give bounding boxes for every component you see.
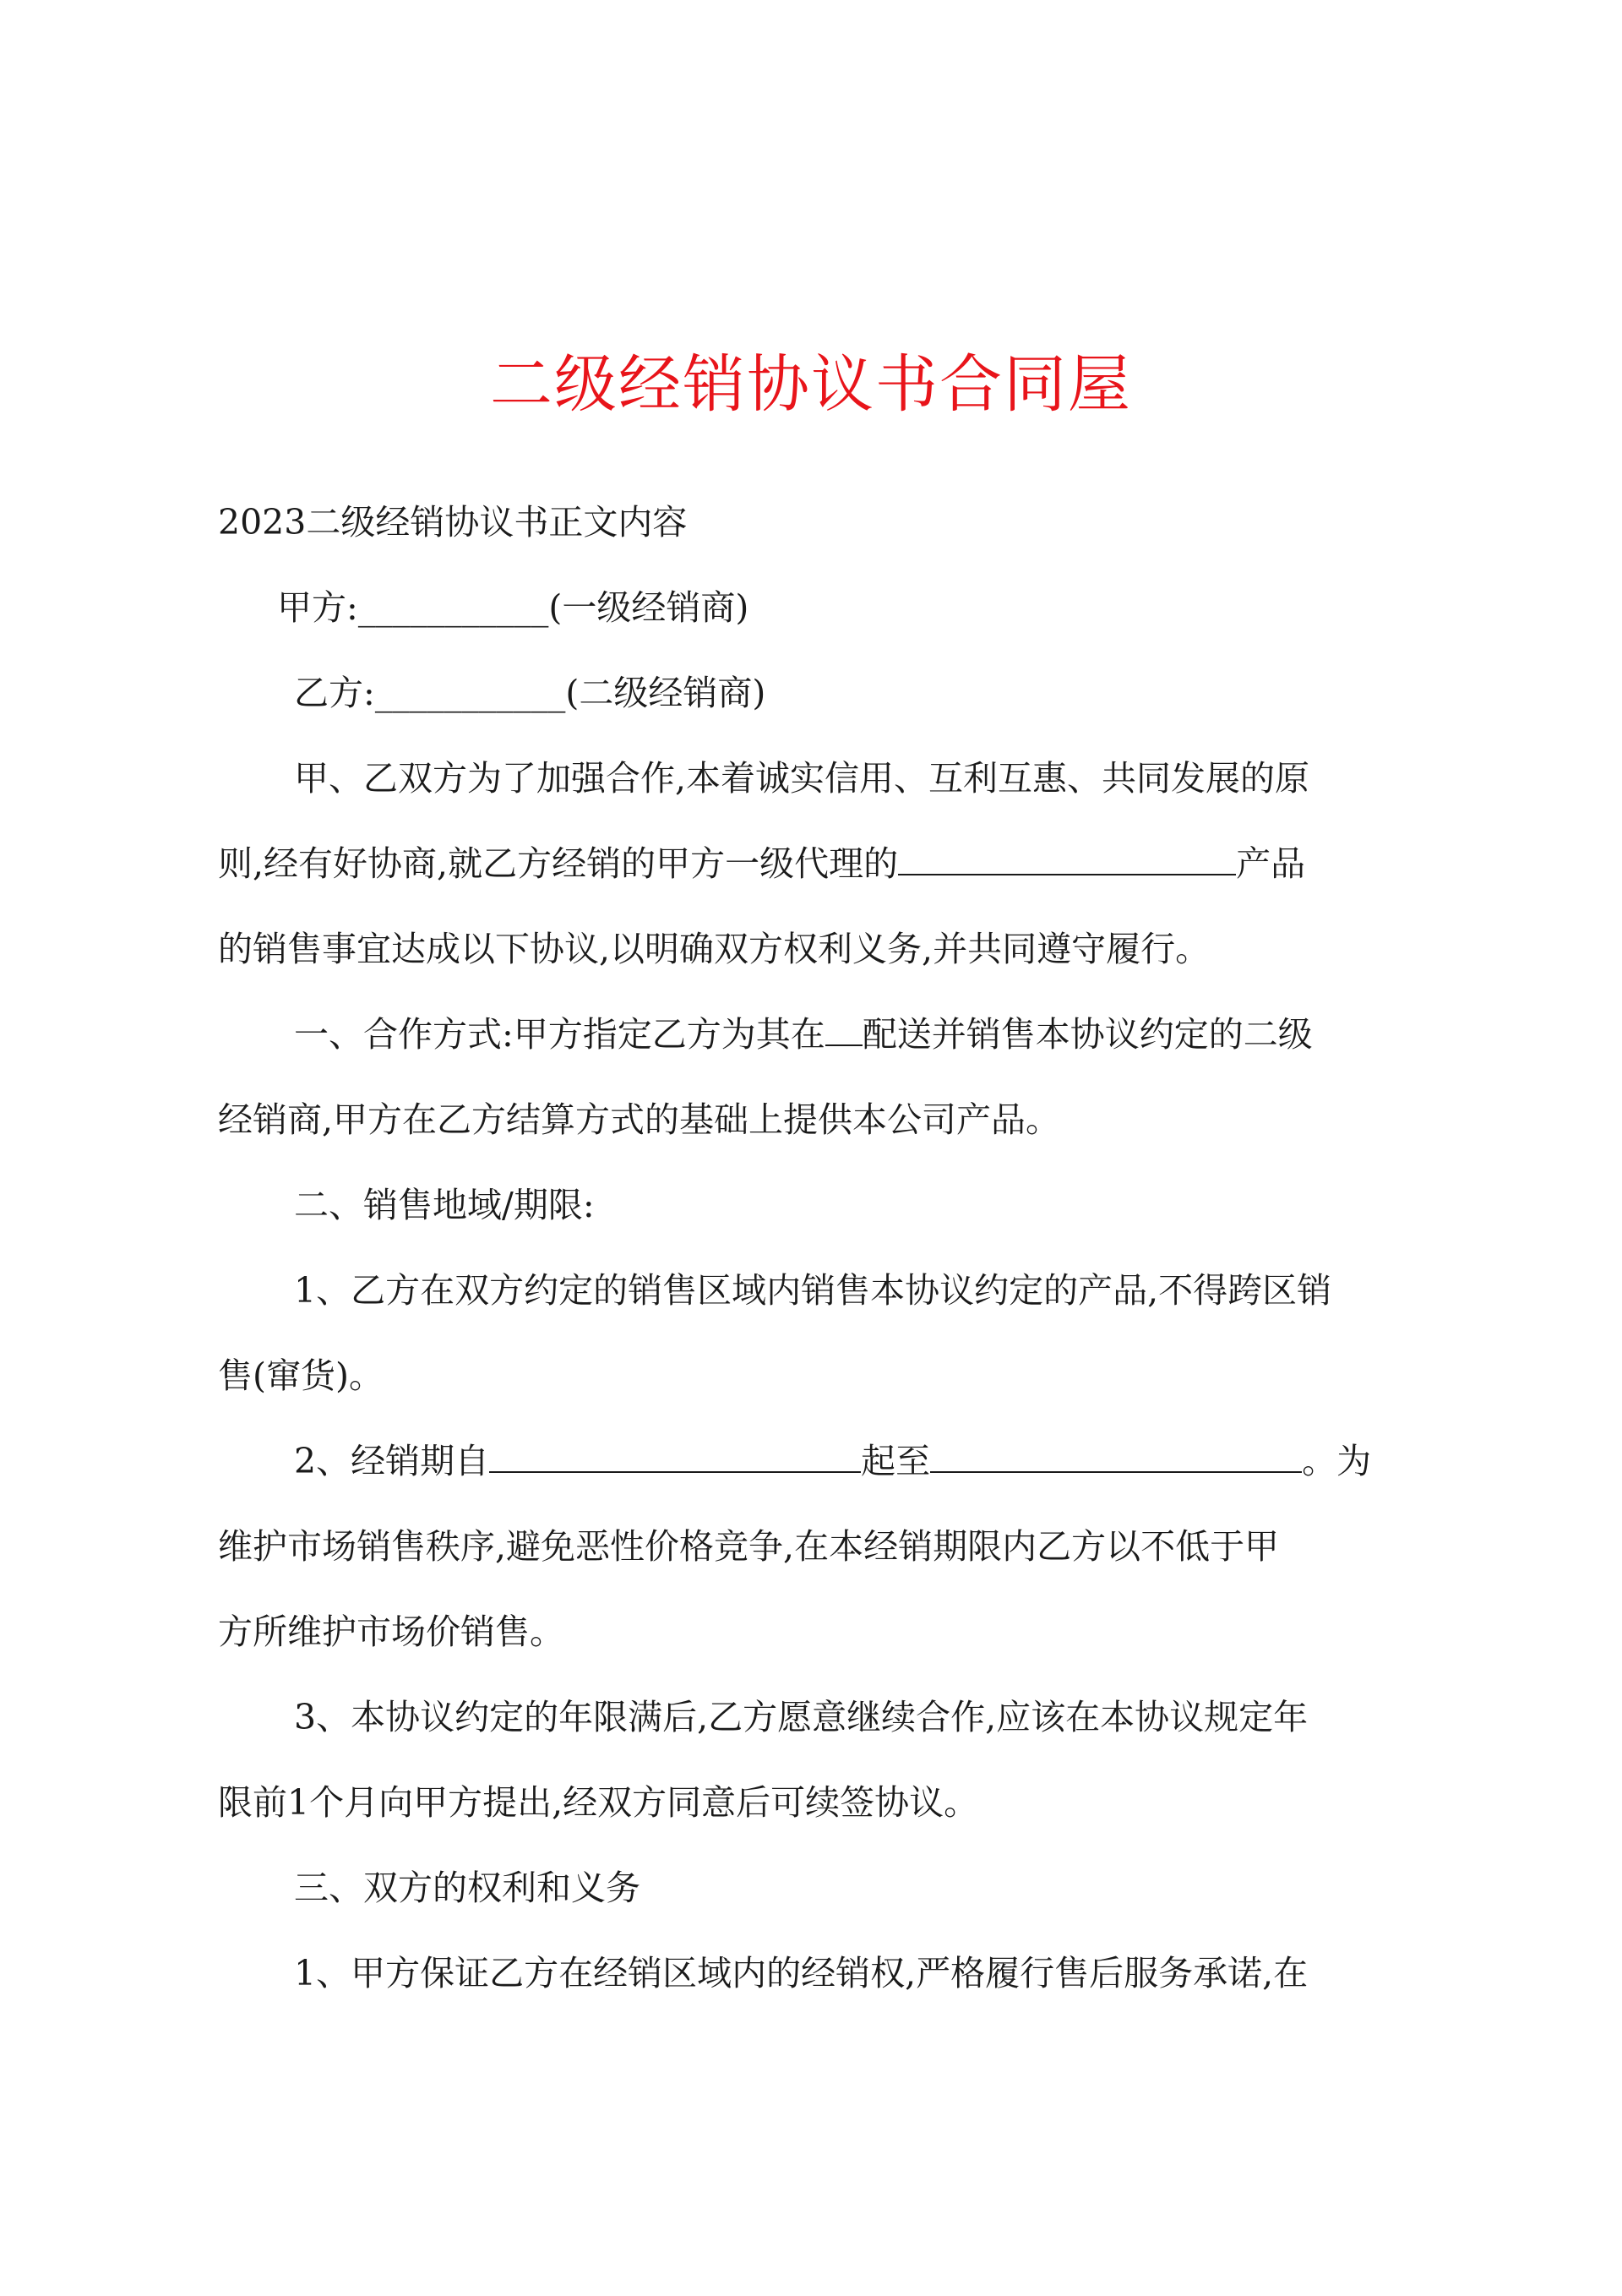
intro-line-2b: 产品 <box>1236 843 1306 884</box>
section-2-p3-line-2: 限前1个月向甲方提出,经双方同意后可续签协议。 <box>218 1782 979 1823</box>
section-2-p2-line-1c: 。为 <box>1302 1441 1372 1481</box>
start-date-blank <box>489 1442 861 1473</box>
end-date-blank <box>930 1442 1302 1473</box>
section-1-line-1b: 配送并销售本协议约定的二级 <box>862 1014 1313 1055</box>
section-3-heading: 三、双方的权利和义务 <box>294 1868 640 1908</box>
subtitle: 2023二级经销协议书正文内容 <box>218 502 688 543</box>
party-a-line <box>218 565 1421 651</box>
party-b-label: 乙方: <box>294 673 375 713</box>
section-1-line-1a: 一、合作方式:甲方指定乙方为其在 <box>294 1014 825 1055</box>
intro-line-2 <box>218 821 1421 907</box>
section-2-p2-line-1 <box>218 1419 1421 1504</box>
section-2-p2-line-1b: 起至 <box>861 1441 931 1481</box>
party-b-line <box>218 651 1421 736</box>
section-2-heading: 二、销售地域/期限: <box>294 1185 595 1225</box>
party-b-role: (二级经销商) <box>565 673 766 713</box>
document-title: 二级经销协议书合同屋 <box>490 348 1132 421</box>
section-2-p2-line-3: 方所维护市场价销售。 <box>218 1612 564 1652</box>
party-b-blank: ___________ <box>374 673 566 713</box>
section-1-line-2: 经销商,甲方在乙方结算方式的基础上提供本公司产品。 <box>218 1099 1061 1140</box>
document-body <box>218 480 1421 2016</box>
section-2-p3-line-1: 3、本协议约定的年限满后,乙方愿意继续合作,应该在本协议规定年 <box>294 1697 1309 1737</box>
section-3-p1-line-1: 1、甲方保证乙方在经销区域内的经销权,严格履行售后服务承诺,在 <box>294 1953 1309 1993</box>
section-2-p2-line-1a: 2、经销期自 <box>294 1441 490 1481</box>
intro-line-3: 的销售事宜达成以下协议,以明确双方权利义务,并共同遵守履行。 <box>218 929 1211 969</box>
section-1-line-1 <box>218 992 1421 1077</box>
section-2-p1-line-2: 售(窜货)。 <box>218 1355 384 1396</box>
section-2-p2-line-2: 维护市场销售秩序,避免恶性价格竞争,在本经销期限内乙方以不低于甲 <box>218 1526 1280 1567</box>
party-a-blank: ___________ <box>357 587 549 628</box>
region-blank <box>825 1016 863 1046</box>
product-blank <box>898 845 1236 875</box>
intro-line-1: 甲、乙双方为了加强合作,本着诚实信用、互利互惠、共同发展的原 <box>294 758 1310 799</box>
party-a-label: 甲方: <box>277 587 358 628</box>
section-2-p1-line-1: 1、乙方在双方约定的销售区域内销售本协议约定的产品,不得跨区销 <box>294 1270 1332 1311</box>
intro-line-2a: 则,经有好协商,就乙方经销的甲方一级代理的 <box>218 843 899 884</box>
party-a-role: (一级经销商) <box>548 587 749 628</box>
